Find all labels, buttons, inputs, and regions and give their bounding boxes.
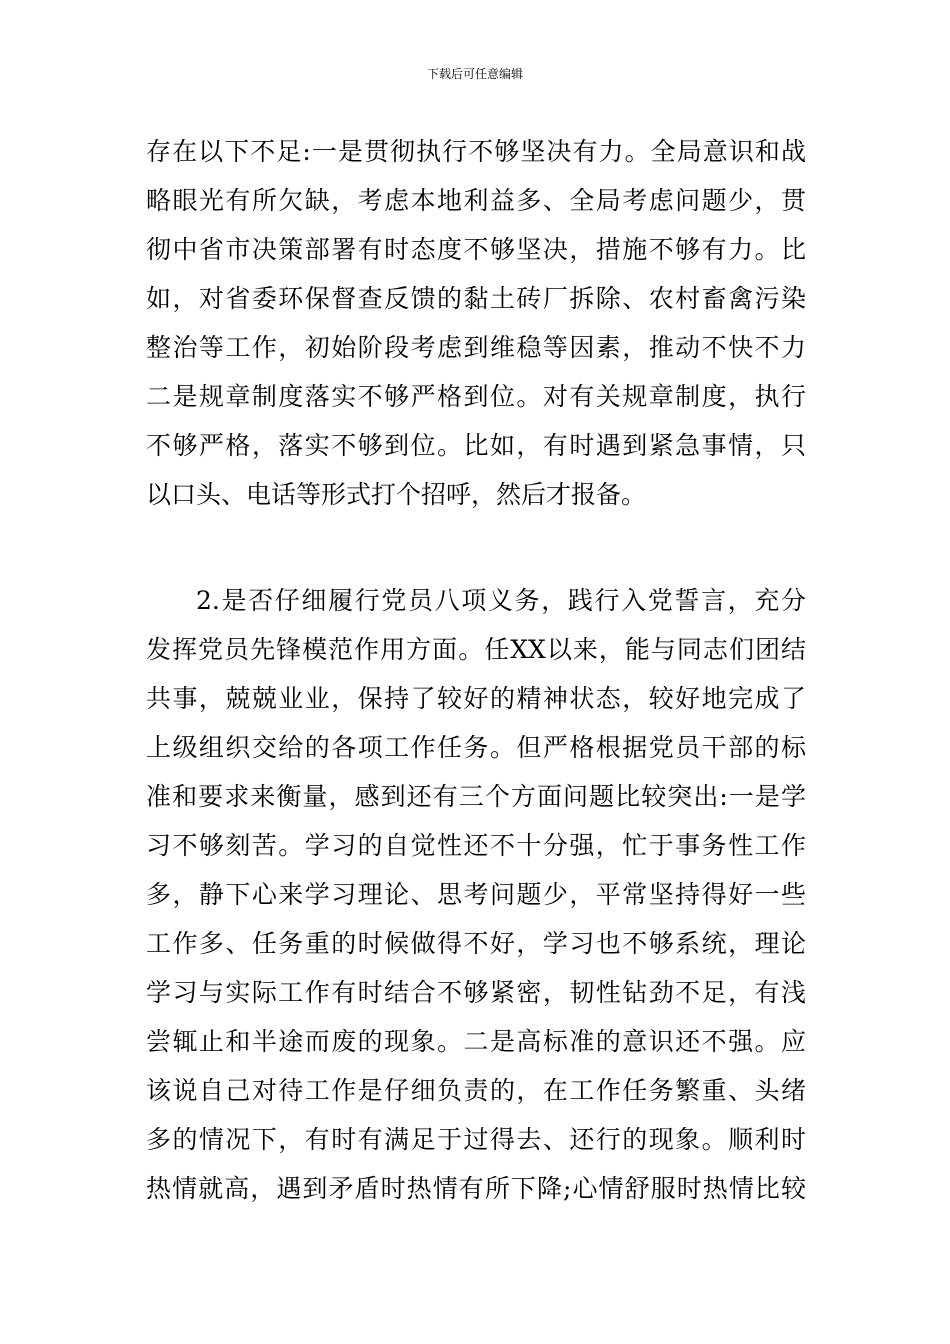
paragraph-line-first: 2.是否仔细履行党员八项义务，践行入党誓言，充分 (196, 586, 806, 615)
paragraph-line: 尝辄止和半途而废的现象。二是高标准的意识还不强。应 (146, 1027, 806, 1056)
paragraph-line-last: 以口头、电话等形式打个招呼，然后才报备。 (146, 480, 647, 509)
paragraph-line: 热情就高，遇到矛盾时热情有所下降;心情舒服时热情比较 (146, 1174, 806, 1203)
paragraph-line: 整治等工作，初始阶段考虑到维稳等因素，推动不快不力 (146, 333, 806, 362)
paragraph-line: 多的情况下，有时有满足于过得去、还行的现象。顺利时 (146, 1125, 806, 1154)
paragraph-line: 存在以下不足:一是贯彻执行不够坚决有力。全局意识和战 (146, 137, 806, 166)
paragraph-line: 发挥党员先锋模范作用方面。任XX以来，能与同志们团结 (146, 635, 806, 664)
paragraph-line: 该说自己对待工作是仔细负责的，在工作任务繁重、头绪 (146, 1076, 806, 1105)
paragraph-line: 彻中省市决策部署有时态度不够坚决，措施不够有力。比 (146, 235, 806, 264)
paragraph-line: 不够严格，落实不够到位。比如，有时遇到紧急事情，只 (146, 431, 806, 460)
paragraph-line: 略眼光有所欠缺，考虑本地利益多、全局考虑问题少，贯 (146, 186, 806, 215)
paragraph-line: 工作多、任务重的时候做得不好，学习也不够系统，理论 (146, 929, 806, 958)
paragraph-line: 学习与实际工作有时结合不够紧密，韧性钻劲不足，有浅 (146, 978, 806, 1007)
paragraph-line: 共事，兢兢业业，保持了较好的精神状态，较好地完成了 (146, 684, 806, 713)
page-header-note: 下载后可任意编辑 (426, 67, 523, 81)
paragraph-line: 准和要求来衡量，感到还有三个方面问题比较突出:一是学 (146, 782, 806, 811)
paragraph-line: 二是规章制度落实不够严格到位。对有关规章制度，执行 (146, 382, 806, 411)
paragraph-line: 习不够刻苦。学习的自觉性还不十分强，忙于事务性工作 (146, 831, 806, 860)
paragraph-line: 上级组织交给的各项工作任务。但严格根据党员干部的标 (146, 733, 806, 762)
paragraph-line: 多，静下心来学习理论、思考问题少，平常坚持得好一些 (146, 880, 806, 909)
paragraph-line: 如，对省委环保督查反馈的黏土砖厂拆除、农村畜禽污染 (146, 284, 806, 313)
